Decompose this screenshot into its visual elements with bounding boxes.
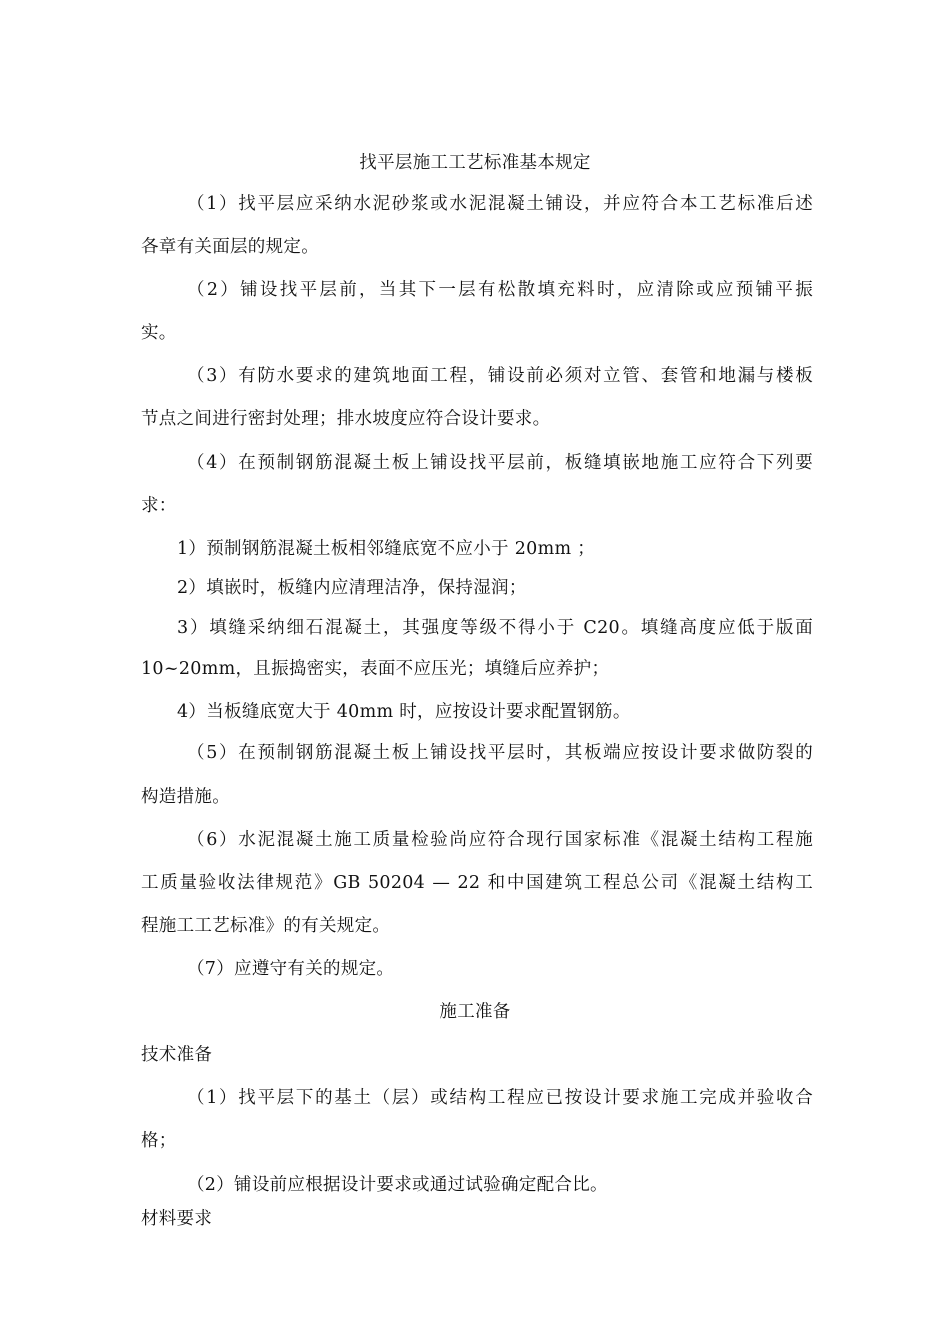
paragraph-4-line-2: 求： — [141, 496, 177, 516]
paragraph-3-line-1: （3）有防水要求的建筑地面工程，铺设前必须对立管、套管和地漏与楼板 — [187, 366, 813, 386]
prep-paragraph-1-line-2: 格； — [141, 1131, 177, 1151]
paragraph-4-line-1: （4）在预制钢筋混凝土板上铺设找平层前，板缝填嵌地施工应符合下列要 — [187, 453, 813, 473]
paragraph-1-line-2: 各章有关面层的规定。 — [141, 237, 319, 257]
item-1: 1）预制钢筋混凝土板相邻缝底宽不应小于 20mm ； — [177, 539, 596, 559]
paragraph-7: （7）应遵守有关的规定。 — [187, 959, 395, 979]
paragraph-1-line-1: （1）找平层应采纳水泥砂浆或水泥混凝土铺设，并应符合本工艺标准后述 — [187, 194, 813, 214]
item-2: 2）填嵌时，板缝内应清理洁净，保持湿润； — [177, 578, 527, 598]
paragraph-6-line-1: （6）水泥混凝土施工质量检验尚应符合现行国家标准《混凝土结构工程施 — [187, 830, 813, 850]
document-title: 找平层施工工艺标准基本规定 — [359, 153, 591, 173]
paragraph-6-line-3: 程施工工艺标准》的有关规定。 — [141, 916, 391, 936]
prep-paragraph-2: （2）铺设前应根据设计要求或通过试验确定配合比。 — [187, 1175, 608, 1195]
item-3-line-2: 10~20mm，且振捣密实，表面不应压光；填缝后应养护； — [141, 659, 610, 679]
subheading-technical-prep: 技术准备 — [141, 1045, 213, 1065]
item-4: 4）当板缝底宽大于 40mm 时，应按设计要求配置钢筋。 — [177, 702, 631, 722]
section-title: 施工准备 — [439, 1002, 511, 1022]
paragraph-2-line-1: （2）铺设找平层前，当其下一层有松散填充料时，应清除或应预铺平振 — [187, 280, 813, 300]
paragraph-5-line-2: 构造措施。 — [141, 787, 230, 807]
paragraph-2-line-2: 实。 — [141, 323, 177, 343]
paragraph-6-line-2: 工质量验收法律规范》GB 50204 — 22 和中国建筑工程总公司《混凝土结构工 — [141, 873, 813, 893]
subheading-material-requirements: 材料要求 — [141, 1209, 213, 1229]
paragraph-3-line-2: 节点之间进行密封处理；排水坡度应符合设计要求。 — [141, 409, 551, 429]
item-3-line-1: 3）填缝采纳细石混凝土，其强度等级不得小于 C20。填缝高度应低于版面 — [177, 618, 813, 638]
paragraph-5-line-1: （5）在预制钢筋混凝土板上铺设找平层时，其板端应按设计要求做防裂的 — [187, 743, 813, 763]
prep-paragraph-1-line-1: （1）找平层下的基土（层）或结构工程应已按设计要求施工完成并验收合 — [187, 1088, 813, 1108]
